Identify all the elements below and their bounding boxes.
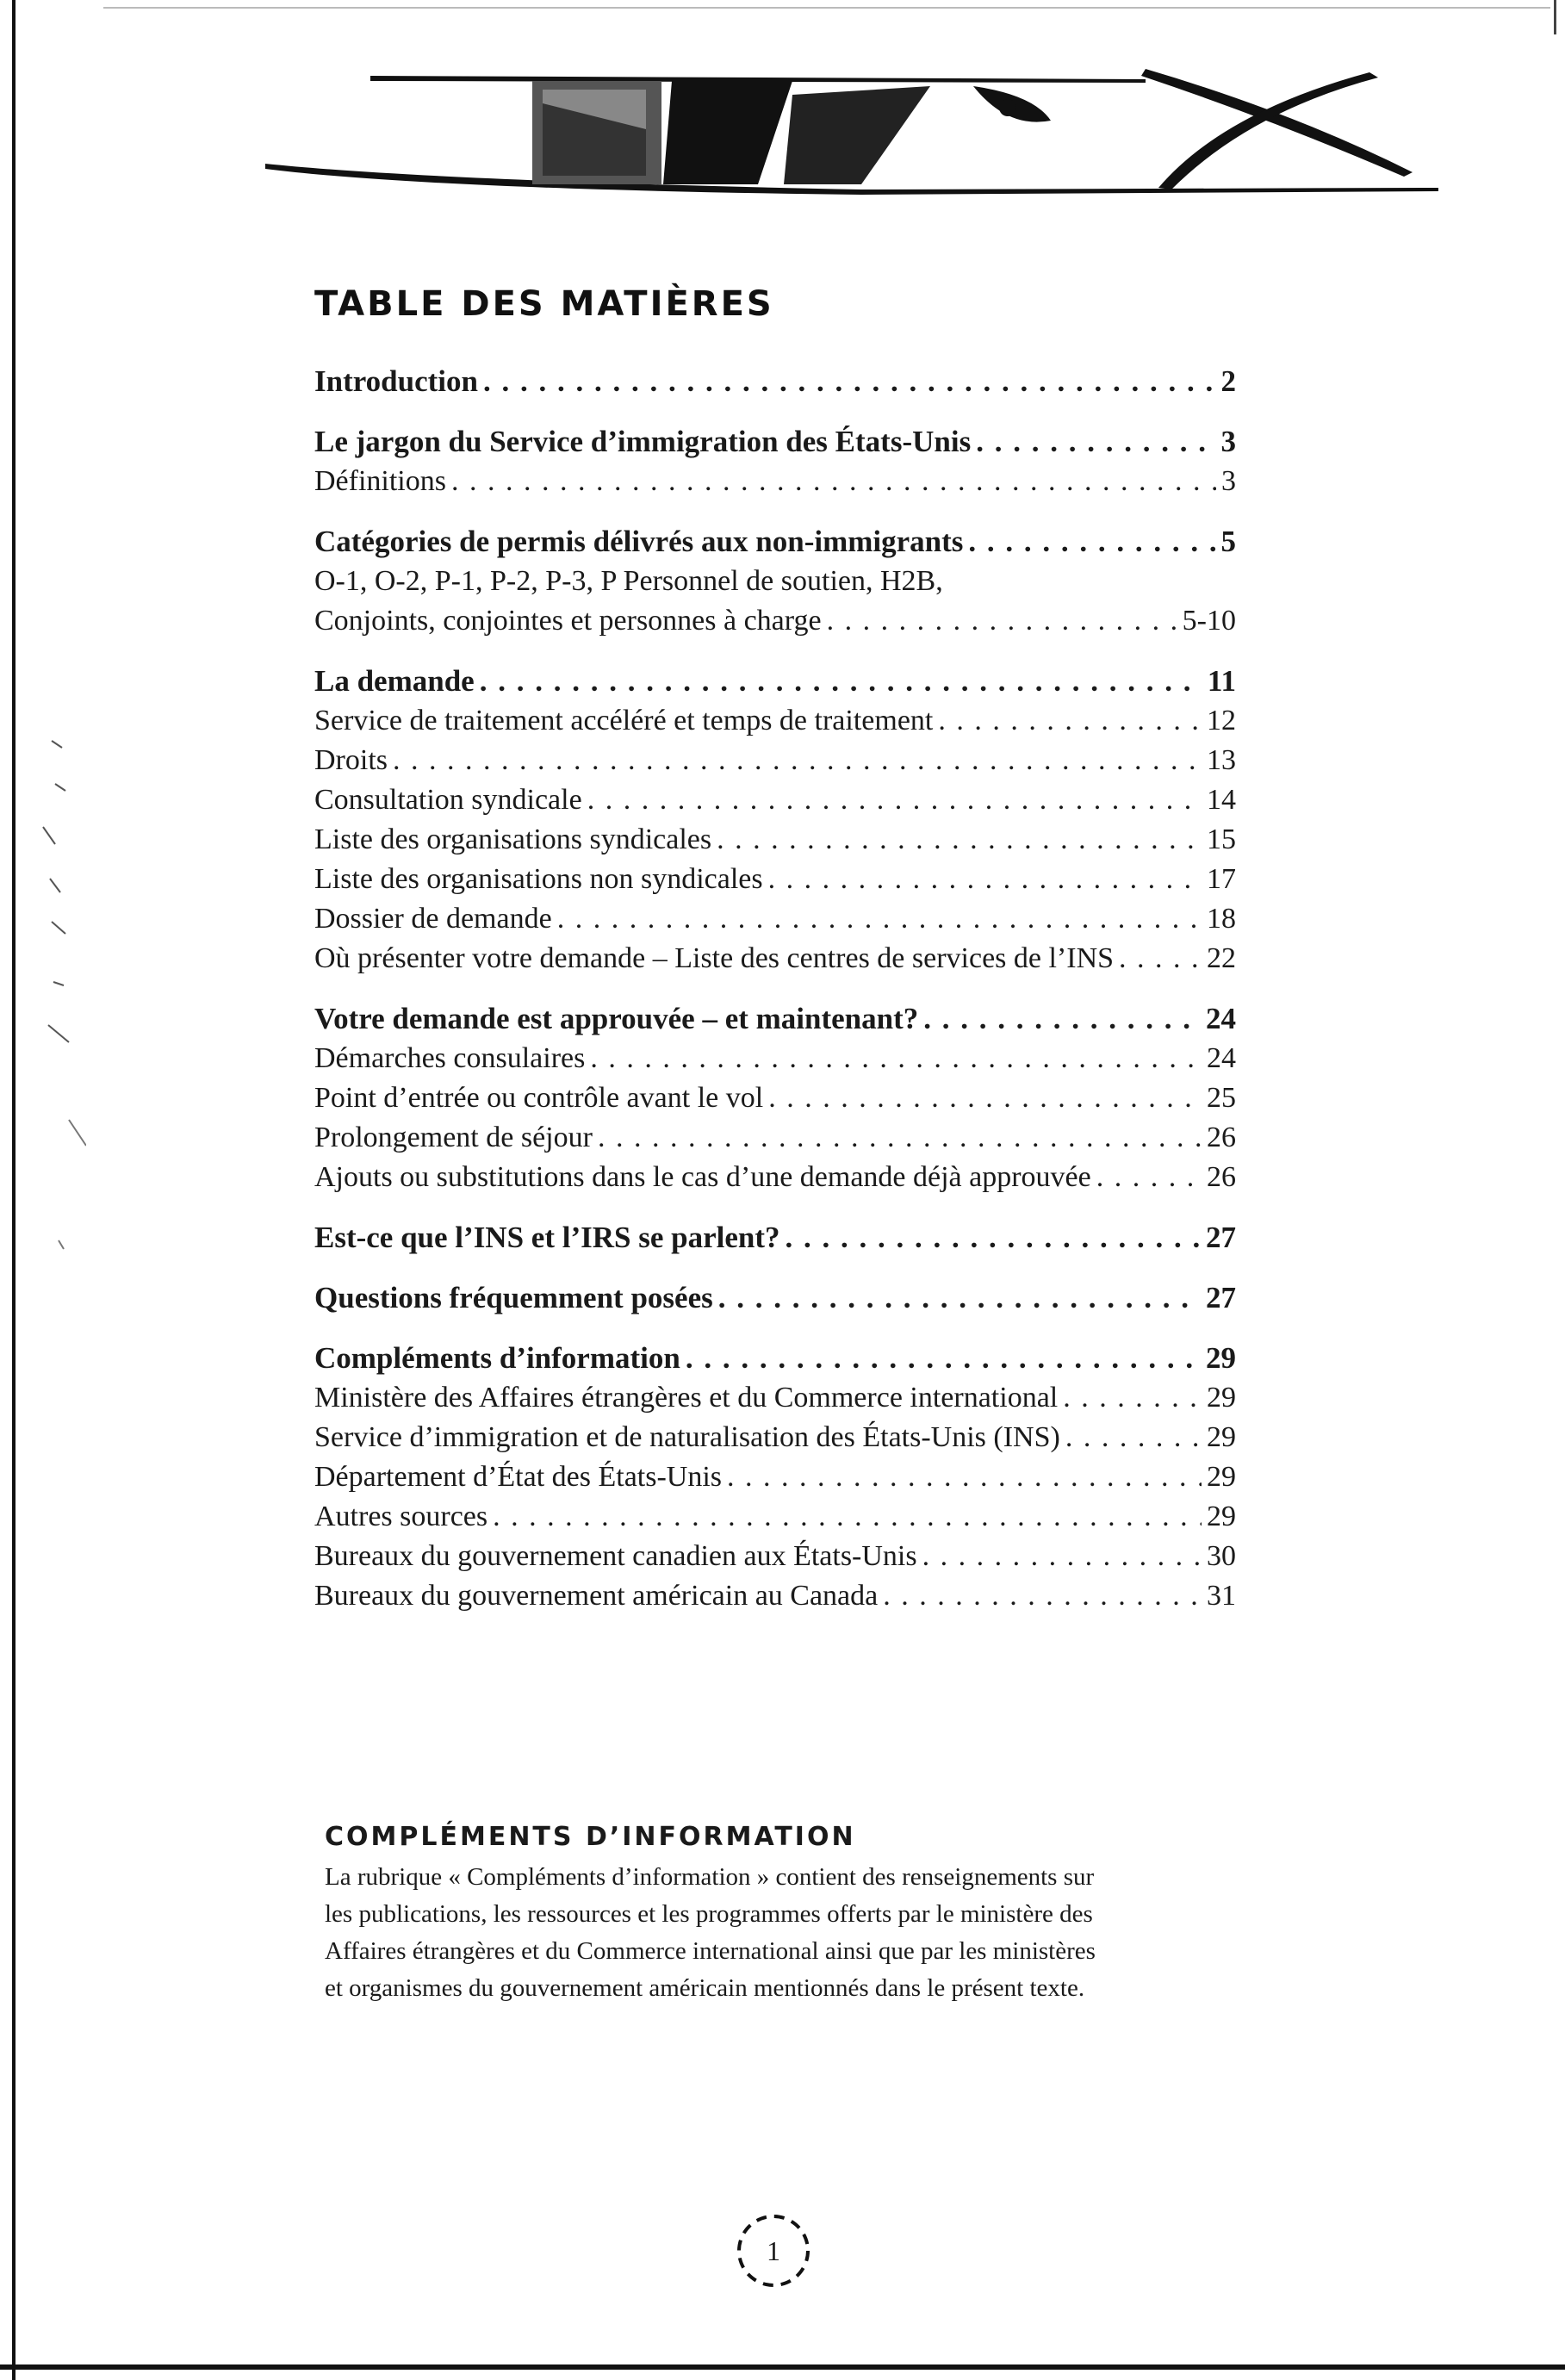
toc-entry bbox=[314, 939, 1236, 979]
toc-entry bbox=[314, 780, 1236, 820]
dot-leader bbox=[393, 741, 1202, 780]
toc-heading bbox=[314, 999, 1236, 1039]
toc-heading bbox=[314, 1339, 1236, 1378]
toc-entry-page: 24 bbox=[1207, 1042, 1236, 1074]
toc-entry-page: 22 bbox=[1207, 942, 1236, 974]
dot-leader bbox=[493, 1497, 1202, 1537]
toc-heading bbox=[314, 662, 1236, 701]
toc-entry bbox=[314, 820, 1236, 860]
toc-entry-label: Liste des organisations non syndicales bbox=[314, 863, 763, 895]
toc-entry-page: 13 bbox=[1207, 744, 1236, 776]
section-gap bbox=[314, 641, 1236, 662]
toc-entry-page: 29 bbox=[1207, 1382, 1236, 1414]
toc-entry-label: Démarches consulaires bbox=[314, 1042, 586, 1074]
dot-leader bbox=[451, 462, 1216, 501]
dot-leader bbox=[883, 1576, 1202, 1616]
dot-leader bbox=[480, 662, 1202, 701]
dot-leader bbox=[1096, 1158, 1202, 1197]
section-gap bbox=[314, 501, 1236, 522]
toc-heading-label: Est-ce que l’INS et l’IRS se parlent? bbox=[314, 1221, 780, 1254]
toc-entry-page: 15 bbox=[1207, 823, 1236, 855]
dot-leader bbox=[976, 422, 1215, 462]
page-number: 1 bbox=[767, 2235, 780, 2266]
section-gap bbox=[314, 1197, 1236, 1218]
toc-entry-label: Prolongement de séjour bbox=[314, 1122, 593, 1153]
toc-heading-label: Compléments d’information bbox=[314, 1341, 680, 1375]
toc-heading-page: 27 bbox=[1206, 1221, 1236, 1254]
toc-heading bbox=[314, 1278, 1236, 1318]
toc-entry-page: 12 bbox=[1207, 705, 1236, 736]
dot-leader bbox=[1063, 1378, 1202, 1418]
toc-entry-label: Ajouts ou substitutions dans le cas d’une demande déjà approuvée bbox=[314, 1161, 1091, 1193]
toc-entry bbox=[314, 899, 1236, 939]
toc-entry-page: 5-10 bbox=[1182, 605, 1236, 637]
toc-entry-label: Ministère des Affaires étrangères et du Commerce international bbox=[314, 1382, 1059, 1414]
dot-leader bbox=[598, 1118, 1202, 1158]
toc-heading-label: Catégories de permis délivrés aux non-immigrants bbox=[314, 525, 964, 558]
toc-entry-label: Droits bbox=[314, 744, 388, 776]
dot-leader bbox=[718, 1278, 1201, 1318]
toc-entry-page: 26 bbox=[1207, 1122, 1236, 1153]
page-number-badge bbox=[732, 2209, 815, 2292]
toc-entry-label: Département d’État des États-Unis bbox=[314, 1461, 723, 1493]
toc-entry-page: 18 bbox=[1207, 903, 1236, 935]
toc-entry bbox=[314, 860, 1236, 899]
dot-leader bbox=[827, 601, 1177, 641]
toc-entry-label: Bureaux du gouvernement canadien aux États-Unis bbox=[314, 1540, 917, 1572]
toc-heading-label: Votre demande est approuvée – et maintenant? bbox=[314, 1002, 919, 1035]
toc-entry-label: Où présenter votre demande – Liste des centres de services de l’INS bbox=[314, 942, 1115, 974]
toc-heading bbox=[314, 362, 1236, 401]
toc-entry-page: 30 bbox=[1207, 1540, 1236, 1572]
toc-heading-label: Introduction bbox=[314, 364, 478, 398]
toc-entry-label: Service de traitement accéléré et temps de traitement bbox=[314, 705, 934, 736]
toc-entry bbox=[314, 601, 1236, 641]
dot-leader bbox=[557, 899, 1202, 939]
toc-entry bbox=[314, 1576, 1236, 1616]
toc-entry-label: Dossier de demande bbox=[314, 903, 552, 935]
table-of-contents bbox=[314, 362, 1236, 1616]
toc-heading-page: 5 bbox=[1220, 525, 1236, 558]
info-title: COMPLÉMENTS D’INFORMATION bbox=[325, 1822, 856, 1852]
dot-leader bbox=[686, 1339, 1201, 1378]
info-line: La rubrique « Compléments d’information » contient des renseignements sur bbox=[325, 1863, 1095, 1891]
toc-heading bbox=[314, 422, 1236, 462]
toc-heading-page: 11 bbox=[1207, 664, 1236, 698]
toc-entry-label: Conjoints, conjointes et personnes à charge bbox=[314, 605, 822, 637]
toc-entry-page: 14 bbox=[1207, 784, 1236, 816]
header-banner-graphic bbox=[258, 60, 1438, 198]
section-gap bbox=[314, 979, 1236, 999]
toc-heading-page: 29 bbox=[1206, 1341, 1236, 1375]
toc-entry bbox=[314, 1158, 1236, 1197]
toc-entry-label: Liste des organisations syndicales bbox=[314, 823, 712, 855]
toc-entry-label: Bureaux du gouvernement américain au Canada bbox=[314, 1580, 879, 1612]
dot-leader bbox=[590, 1039, 1202, 1078]
toc-heading-page: 2 bbox=[1220, 364, 1236, 398]
left-page-edge bbox=[12, 0, 16, 2380]
toc-entry bbox=[314, 1418, 1236, 1457]
toc-title: TABLE DES MATIÈRES bbox=[314, 284, 774, 324]
info-line: et organismes du gouvernement américain mentionnés dans le présent texte. bbox=[325, 1974, 1085, 2002]
toc-entry-label: Point d’entrée ou contrôle avant le vol bbox=[314, 1082, 764, 1114]
toc-entry-label: Service d’immigration et de naturalisation des États-Unis (INS) bbox=[314, 1421, 1060, 1453]
dot-leader bbox=[483, 362, 1216, 401]
toc-heading-page: 3 bbox=[1220, 425, 1236, 458]
section-gap bbox=[314, 1318, 1236, 1339]
toc-entry-page: 29 bbox=[1207, 1421, 1236, 1453]
toc-entry bbox=[314, 1537, 1236, 1576]
top-scan-line bbox=[103, 7, 1550, 9]
toc-heading bbox=[314, 1218, 1236, 1258]
toc-heading-label: La demande bbox=[314, 664, 475, 698]
toc-entry bbox=[314, 1497, 1236, 1537]
toc-entry-page: 26 bbox=[1207, 1161, 1236, 1193]
info-line: les publications, les ressources et les programmes offerts par le ministère des bbox=[325, 1900, 1093, 1928]
toc-entry-page: 31 bbox=[1207, 1580, 1236, 1612]
toc-entry bbox=[314, 462, 1236, 501]
section-gap bbox=[314, 1258, 1236, 1278]
toc-entry bbox=[314, 1457, 1236, 1497]
toc-heading-label: Questions fréquemment posées bbox=[314, 1281, 713, 1314]
toc-entry-label: Autres sources bbox=[314, 1501, 488, 1532]
toc-entry-label: Définitions bbox=[314, 465, 446, 497]
toc-entry bbox=[314, 1118, 1236, 1158]
dot-leader bbox=[727, 1457, 1202, 1497]
dot-leader bbox=[1065, 1418, 1202, 1457]
section-gap bbox=[314, 401, 1236, 422]
toc-heading-label: Le jargon du Service d’immigration des États-Unis bbox=[314, 425, 972, 458]
toc-heading-page: 27 bbox=[1206, 1281, 1236, 1314]
dot-leader bbox=[923, 999, 1201, 1039]
dot-leader bbox=[1119, 939, 1202, 979]
toc-heading-page: 24 bbox=[1206, 1002, 1236, 1035]
info-body bbox=[325, 1859, 1212, 2007]
toc-entry bbox=[314, 701, 1236, 741]
toc-entry-label: Consultation syndicale bbox=[314, 784, 582, 816]
bottom-page-edge bbox=[0, 2364, 1565, 2370]
toc-entry-page: 17 bbox=[1207, 863, 1236, 895]
dot-leader bbox=[922, 1537, 1202, 1576]
toc-heading bbox=[314, 522, 1236, 562]
toc-entry-page: 29 bbox=[1207, 1461, 1236, 1493]
toc-entry bbox=[314, 1078, 1236, 1118]
right-page-edge bbox=[1554, 0, 1556, 34]
dot-leader bbox=[717, 820, 1202, 860]
toc-entry-page: 25 bbox=[1207, 1082, 1236, 1114]
dot-leader bbox=[587, 780, 1202, 820]
scan-specks bbox=[17, 724, 86, 1327]
info-line: Affaires étrangères et du Commerce international ainsi que par les ministères bbox=[325, 1937, 1096, 1965]
toc-entry bbox=[314, 1378, 1236, 1418]
dot-leader bbox=[786, 1218, 1201, 1258]
dot-leader bbox=[938, 701, 1202, 741]
dot-leader bbox=[968, 522, 1215, 562]
dot-leader bbox=[768, 1078, 1202, 1118]
dot-leader bbox=[768, 860, 1202, 899]
toc-entry-line: O-1, O-2, P-1, P-2, P-3, P Personnel de soutien, H2B, bbox=[314, 565, 943, 597]
toc-entry bbox=[314, 741, 1236, 780]
toc-entry-page: 3 bbox=[1221, 465, 1236, 497]
info-box bbox=[325, 1822, 1212, 2007]
toc-entry bbox=[314, 1039, 1236, 1078]
toc-entry-page: 29 bbox=[1207, 1501, 1236, 1532]
